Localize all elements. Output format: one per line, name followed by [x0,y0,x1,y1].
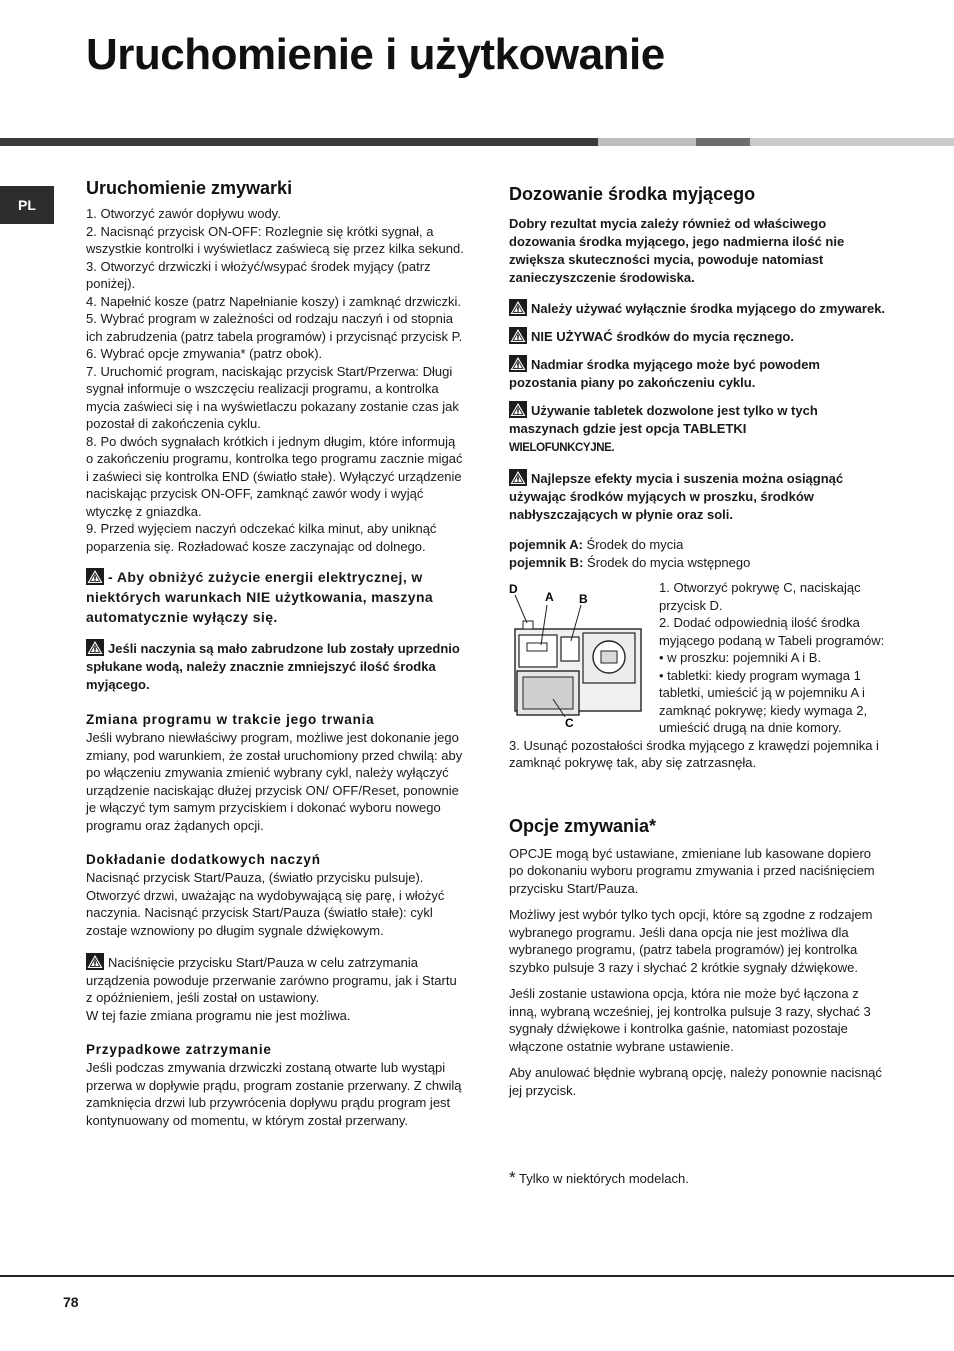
footnote-text: Tylko w niektórych modelach. [519,1171,689,1186]
detergent-warning-1 [509,299,887,318]
opcje-para-2: Możliwy jest wybór tylko tych opcji, które są zgodne z rodzajem wybranego programu. Jeśli dana opcja nie jest możliwa dla wybranego programu, (patrz tabela programów) jej kontrolka szybko pulsuje 3 razy i słychać 2 krótkie sygnały dźwiękowe. [509,907,873,975]
detergent-warning-3-text: Nadmiar środka myjącego może być powodem pozostania piany po zakończeniu cyklu. [509,357,820,390]
energy-warning-text: - Aby obniżyć zużycie energii elektrycznej, w niektórych warunkach NIE użytkowania, maszyna automatycznie wyłączy się. [86,569,434,625]
header-bar-light [598,138,696,146]
left-column [86,178,466,1129]
step-9: 9. Przed wyjęciem naczyń odczekać kilka minut, aby uniknąć poparzenia się. Rozładować kosze zaczynając od dolnego. [86,521,437,554]
diagram-label-c: C [565,716,574,729]
dokladanie-text: Nacisnąć przycisk Start/Pauza, (światło przycisku pulsuje). Otworzyć drzwi, uważając na wydobywającą się parę, i włożyć naczynia. Nacisnąć przycisk Start/Pauza (światło stałe): cykl zostaje wznowiony po długim sygnale dźwiękowym. [86,870,445,938]
page-number: 78 [63,1294,79,1310]
step-8: 8. Po dwóch sygnałach krótkich i jednym długim, które informują o zakończeniu programu, kontrolka tego programu zacznie migać i zaświeci się kontrolka END (światło stałe). Wyłączyć urządzenie naciskając przycisk ON-OFF, zamknąć zawór wody i wyjąć wtyczkę z gniazdka. [86,433,463,519]
dispenser-step-2b: • tabletki: kiedy program wymaga 1 tabletki, umieścić ją w pojemniku A i zamknąć pokrywę; kiedy wymaga 2, umieścić drugą na dnie komory. [659,667,868,735]
zmiana-programu-text: Jeśli wybrano niewłaściwy program, możliwe jest dokonanie jego zmiany, pod warunkiem, że został uruchomiony przed chwilą: aby po włączeniu zmywania zmienić wybrany cykl, należy wyłączyć urządzenie naciskając dłużej przycisk ON/ OFF/Reset, ponownie je włączyć tym samym przyciskiem i dokonać wyboru nowego programu oraz żądanych opcji. [86,730,463,833]
przypadkowe-text: Jeśli podczas zmywania drzwiczki zostaną otwarte lub wystąpi przerwa w dopływie prądu, program zostanie przerwany. Z chwilą zamknięcia drzwi lub przywrócenia dopływu prądu program jest kontynuowany od momentu, w którym został przerwany. [86,1060,462,1128]
warning-icon [86,953,104,970]
diagram-label-a: A [545,590,554,604]
pause-warning [86,953,466,1007]
step-4: 4. Napełnić kosze (patrz Napełnianie koszy) i zamknąć drzwiczki. [86,293,461,309]
warning-icon [86,639,104,656]
diagram-label-b: B [579,592,588,606]
container-a [509,536,887,554]
step-6: 6. Wybrać opcje zmywania* (patrz obok). [86,346,323,361]
dispenser-step-2a: • w proszku: pojemniki A i B. [659,650,822,665]
detergent-warning-4-tail: WIELOFUNKCYJNE. [509,442,615,454]
detergent-warning-4 [509,401,887,457]
footnote-mark: * [509,1168,516,1187]
opcje-para-3: Jeśli zostanie ustawiona opcja, która nie może być łączona z inną, wybraną wcześniej, jej kontrolka pulsuje 3 razy, słychać 3 sygnały dźwiękowe i kontrolka gaśnie, natomiast pozostaje włączone ostatnie wybrane ustawienie. [509,986,871,1054]
warning-icon [509,327,527,344]
detergent-reduce-warning [86,639,466,694]
detergent-warning-3 [509,355,887,392]
step-5: 5. Wybrać program w zależności od rodzaju naczyń i od stopnia ich zabrudzenia (patrz tabela programów) i przycisnąć przycisk P. [86,311,463,344]
detergent-warning-5 [509,469,887,524]
warning-icon [509,401,527,418]
warning-icon [509,469,527,486]
heading-przypadkowe: Przypadkowe zatrzymanie [86,1042,272,1057]
footnote [509,1169,887,1188]
language-badge: PL [0,186,54,224]
header-bar-mid [696,138,750,146]
dispenser-step-2: 2. Dodać odpowiednią ilość środka myjącego podaną w Tabeli programów: [659,615,885,648]
heading-zmiana-programu: Zmiana programu w trakcie jego trwania [86,712,375,727]
container-b [509,554,887,572]
opcje-para-4: Aby anulować błędnie wybraną opcję, należy ponownie nacisnąć jej przycisk. [509,1065,882,1098]
energy-warning [86,567,466,627]
container-b-text: Środek do mycia wstępnego [587,554,751,570]
detergent-warning-4-text: Używanie tabletek dozwolone jest tylko w tych maszynach gdzie jest opcja TABLETKI [509,403,818,436]
pause-warning-text: Naciśnięcie przycisku Start/Pauza w celu zatrzymania urządzenia powoduje przerwanie zarówno programu, jak i Startu z opóźnieniem, jeśli został on ustawiony. [86,955,457,1005]
right-column [509,184,887,1188]
warning-icon [509,299,527,316]
footer-rule [0,1275,954,1277]
page-title: Uruchomienie i użytkowanie [86,30,665,79]
container-a-label: pojemnik A: [509,537,583,552]
detergent-warning-2 [509,327,887,346]
step-1: 1. Otworzyć zawór dopływu wody. [86,206,281,221]
pause-note: W tej fazie zmiana programu nie jest możliwa. [86,1007,351,1023]
container-a-text: Środek do mycia [586,537,684,552]
detergent-warning-2-text: NIE UŻYWAĆ środków do mycia ręcznego. [531,329,794,344]
detergent-reduce-text: Jeśli naczynia są mało zabrudzone lub zostały uprzednio spłukane wodą, należy znacznie zmniejszyć ilość środka myjącego. [86,641,460,692]
dozowanie-intro: Dobry rezultat mycia zależy również od właściwego dozowania środka myjącego, jego nadmierna ilość nie zwiększa skuteczności mycia, powoduje natomiast zanieczyszczenie środowiska. [509,216,845,285]
warning-icon [509,355,527,372]
warning-icon [86,568,104,585]
dispenser-step-1: 1. Otworzyć pokrywę C, naciskając przycisk D. [659,580,861,613]
detergent-warning-5-text: Najlepsze efekty mycia i suszenia można osiągnąć używając środków myjących w proszku, środków nabłyszczających w płynie oraz soli. [509,471,844,522]
heading-uruchomienie: Uruchomienie zmywarki [86,178,293,198]
heading-dozowanie: Dozowanie środka myjącego [509,184,756,204]
heading-dokladanie: Dokładanie dodatkowych naczyń [86,852,321,867]
step-2: 2. Nacisnąć przycisk ON-OFF: Rozlegnie się krótki sygnał, a wszystkie kontrolki i wyświetlacz zaświecą się przez kilka sekund. [86,223,464,256]
heading-opcje: Opcje zmywania* [509,815,657,836]
container-b-label: pojemnik B: [509,554,584,570]
step-3: 3. Otworzyć drzwiczki i włożyć/wsypać środek myjący (patrz poniżej). [86,258,431,291]
header-bar-dark [0,138,598,146]
opcje-para-1: OPCJE mogą być ustawiane, zmieniane lub kasowane dopiero po dokonaniu wyboru programu zmywania i przed naciśnięciem przycisku Start/Pauza. [509,845,875,896]
diagram-label-d: D [509,582,518,596]
detergent-dispenser-diagram [509,579,647,729]
startup-steps [86,205,466,555]
header-bar-light-2 [750,138,954,146]
dispenser-block [509,579,887,772]
detergent-warning-1-text: Należy używać wyłącznie środka myjącego do zmywarek. [531,301,886,316]
step-7: 7. Uruchomić program, naciskając przycisk Start/Przerwa: Długi sygnał informuje o wszczęciu realizacji programu, a kontrolka mycia zaświeci się i na wyświetlaczu pokazany zostanie czas jak pozostał di zakończenia cyklu. [86,363,459,431]
dispenser-step-3: 3. Usunąć pozostałości środka myjącego z krawędzi pojemnika i zamknąć pokrywę tak, aby się zatrzasnęła. [509,737,879,770]
